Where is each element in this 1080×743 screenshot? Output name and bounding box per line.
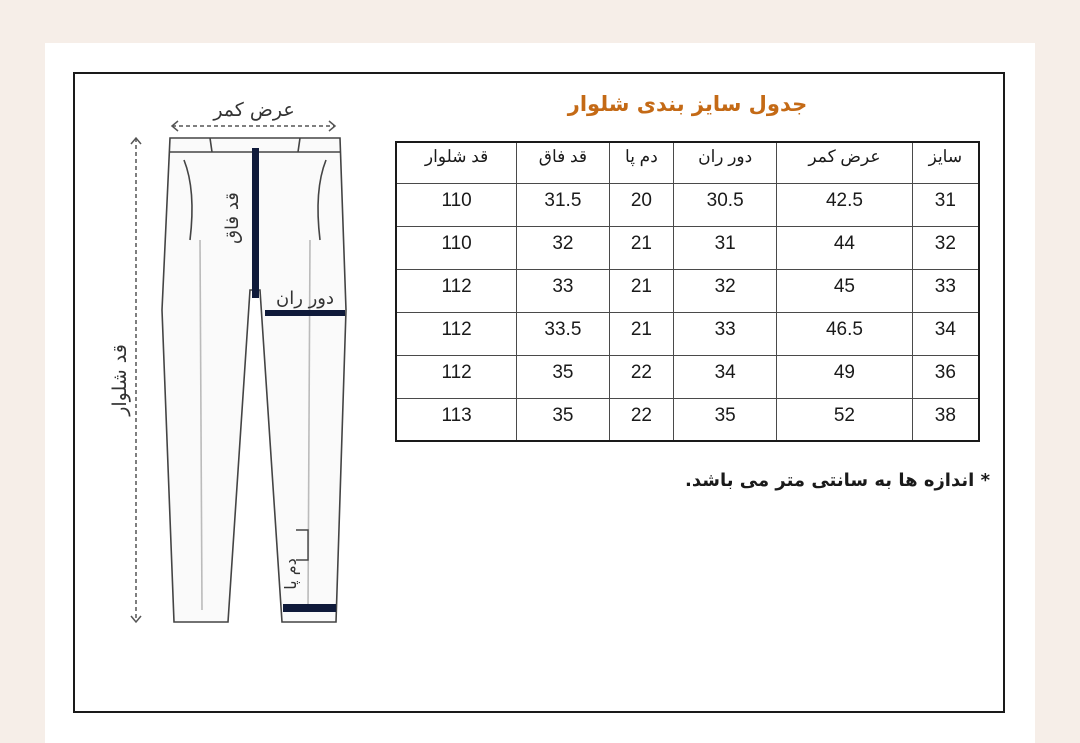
cell-length: 112 <box>396 312 517 355</box>
cell-waist: 42.5 <box>777 183 912 226</box>
table-row <box>396 355 979 398</box>
thigh-label: دور ران <box>275 288 335 309</box>
cell-length: 110 <box>396 183 517 226</box>
cell-size: 32 <box>912 226 979 269</box>
cell-size: 36 <box>912 355 979 398</box>
cell-length: 113 <box>396 398 517 441</box>
cell-size: 34 <box>912 312 979 355</box>
cell-rise: 31.5 <box>517 183 610 226</box>
cell-waist: 45 <box>777 269 912 312</box>
cell-size: 38 <box>912 398 979 441</box>
table-row <box>396 226 979 269</box>
table-row <box>396 269 979 312</box>
cell-rise: 35 <box>517 355 610 398</box>
cell-rise: 35 <box>517 398 610 441</box>
cell-hem: 22 <box>609 398 673 441</box>
cell-waist: 46.5 <box>777 312 912 355</box>
cell-thigh: 34 <box>674 355 777 398</box>
cell-length: 110 <box>396 226 517 269</box>
table-row <box>396 398 979 441</box>
cell-waist: 52 <box>777 398 912 441</box>
rise-measure-bar <box>252 148 259 298</box>
length-measure-arrow <box>131 138 141 622</box>
header-size: سایز <box>912 142 979 183</box>
rise-label: قد فاق <box>222 192 243 244</box>
cell-length: 112 <box>396 269 517 312</box>
cell-thigh: 30.5 <box>674 183 777 226</box>
cell-rise: 33 <box>517 269 610 312</box>
cell-waist: 49 <box>777 355 912 398</box>
header-rise: قد فاق <box>517 142 610 183</box>
header-hem: دم پا <box>609 142 673 183</box>
units-note: * اندازه ها به سانتی متر می باشد. <box>685 470 990 491</box>
length-label: قد شلوار <box>109 344 131 416</box>
waist-measure-arrow <box>172 121 335 131</box>
thigh-measure-bar <box>265 310 345 316</box>
cell-length: 112 <box>396 355 517 398</box>
table-row <box>396 183 979 226</box>
cell-hem: 20 <box>609 183 673 226</box>
header-waist: عرض کمر <box>777 142 912 183</box>
cell-thigh: 32 <box>674 269 777 312</box>
waist-label: عرض کمر <box>213 99 295 121</box>
cell-rise: 33.5 <box>517 312 610 355</box>
cell-hem: 21 <box>609 226 673 269</box>
cell-thigh: 31 <box>674 226 777 269</box>
header-length: قد شلوار <box>396 142 517 183</box>
header-thigh: دور ران <box>674 142 777 183</box>
pants-diagram <box>100 90 360 630</box>
table-row <box>396 312 979 355</box>
cell-hem: 22 <box>609 355 673 398</box>
table-header-row <box>396 142 979 183</box>
cell-rise: 32 <box>517 226 610 269</box>
size-table <box>395 141 980 442</box>
cell-size: 31 <box>912 183 979 226</box>
cell-thigh: 33 <box>674 312 777 355</box>
cell-waist: 44 <box>777 226 912 269</box>
hem-measure-bar <box>283 604 336 612</box>
hem-label: دم پا <box>281 558 300 590</box>
cell-thigh: 35 <box>674 398 777 441</box>
cell-hem: 21 <box>609 312 673 355</box>
cell-size: 33 <box>912 269 979 312</box>
cell-hem: 21 <box>609 269 673 312</box>
chart-title: جدول سایز بندی شلوار <box>567 92 808 116</box>
